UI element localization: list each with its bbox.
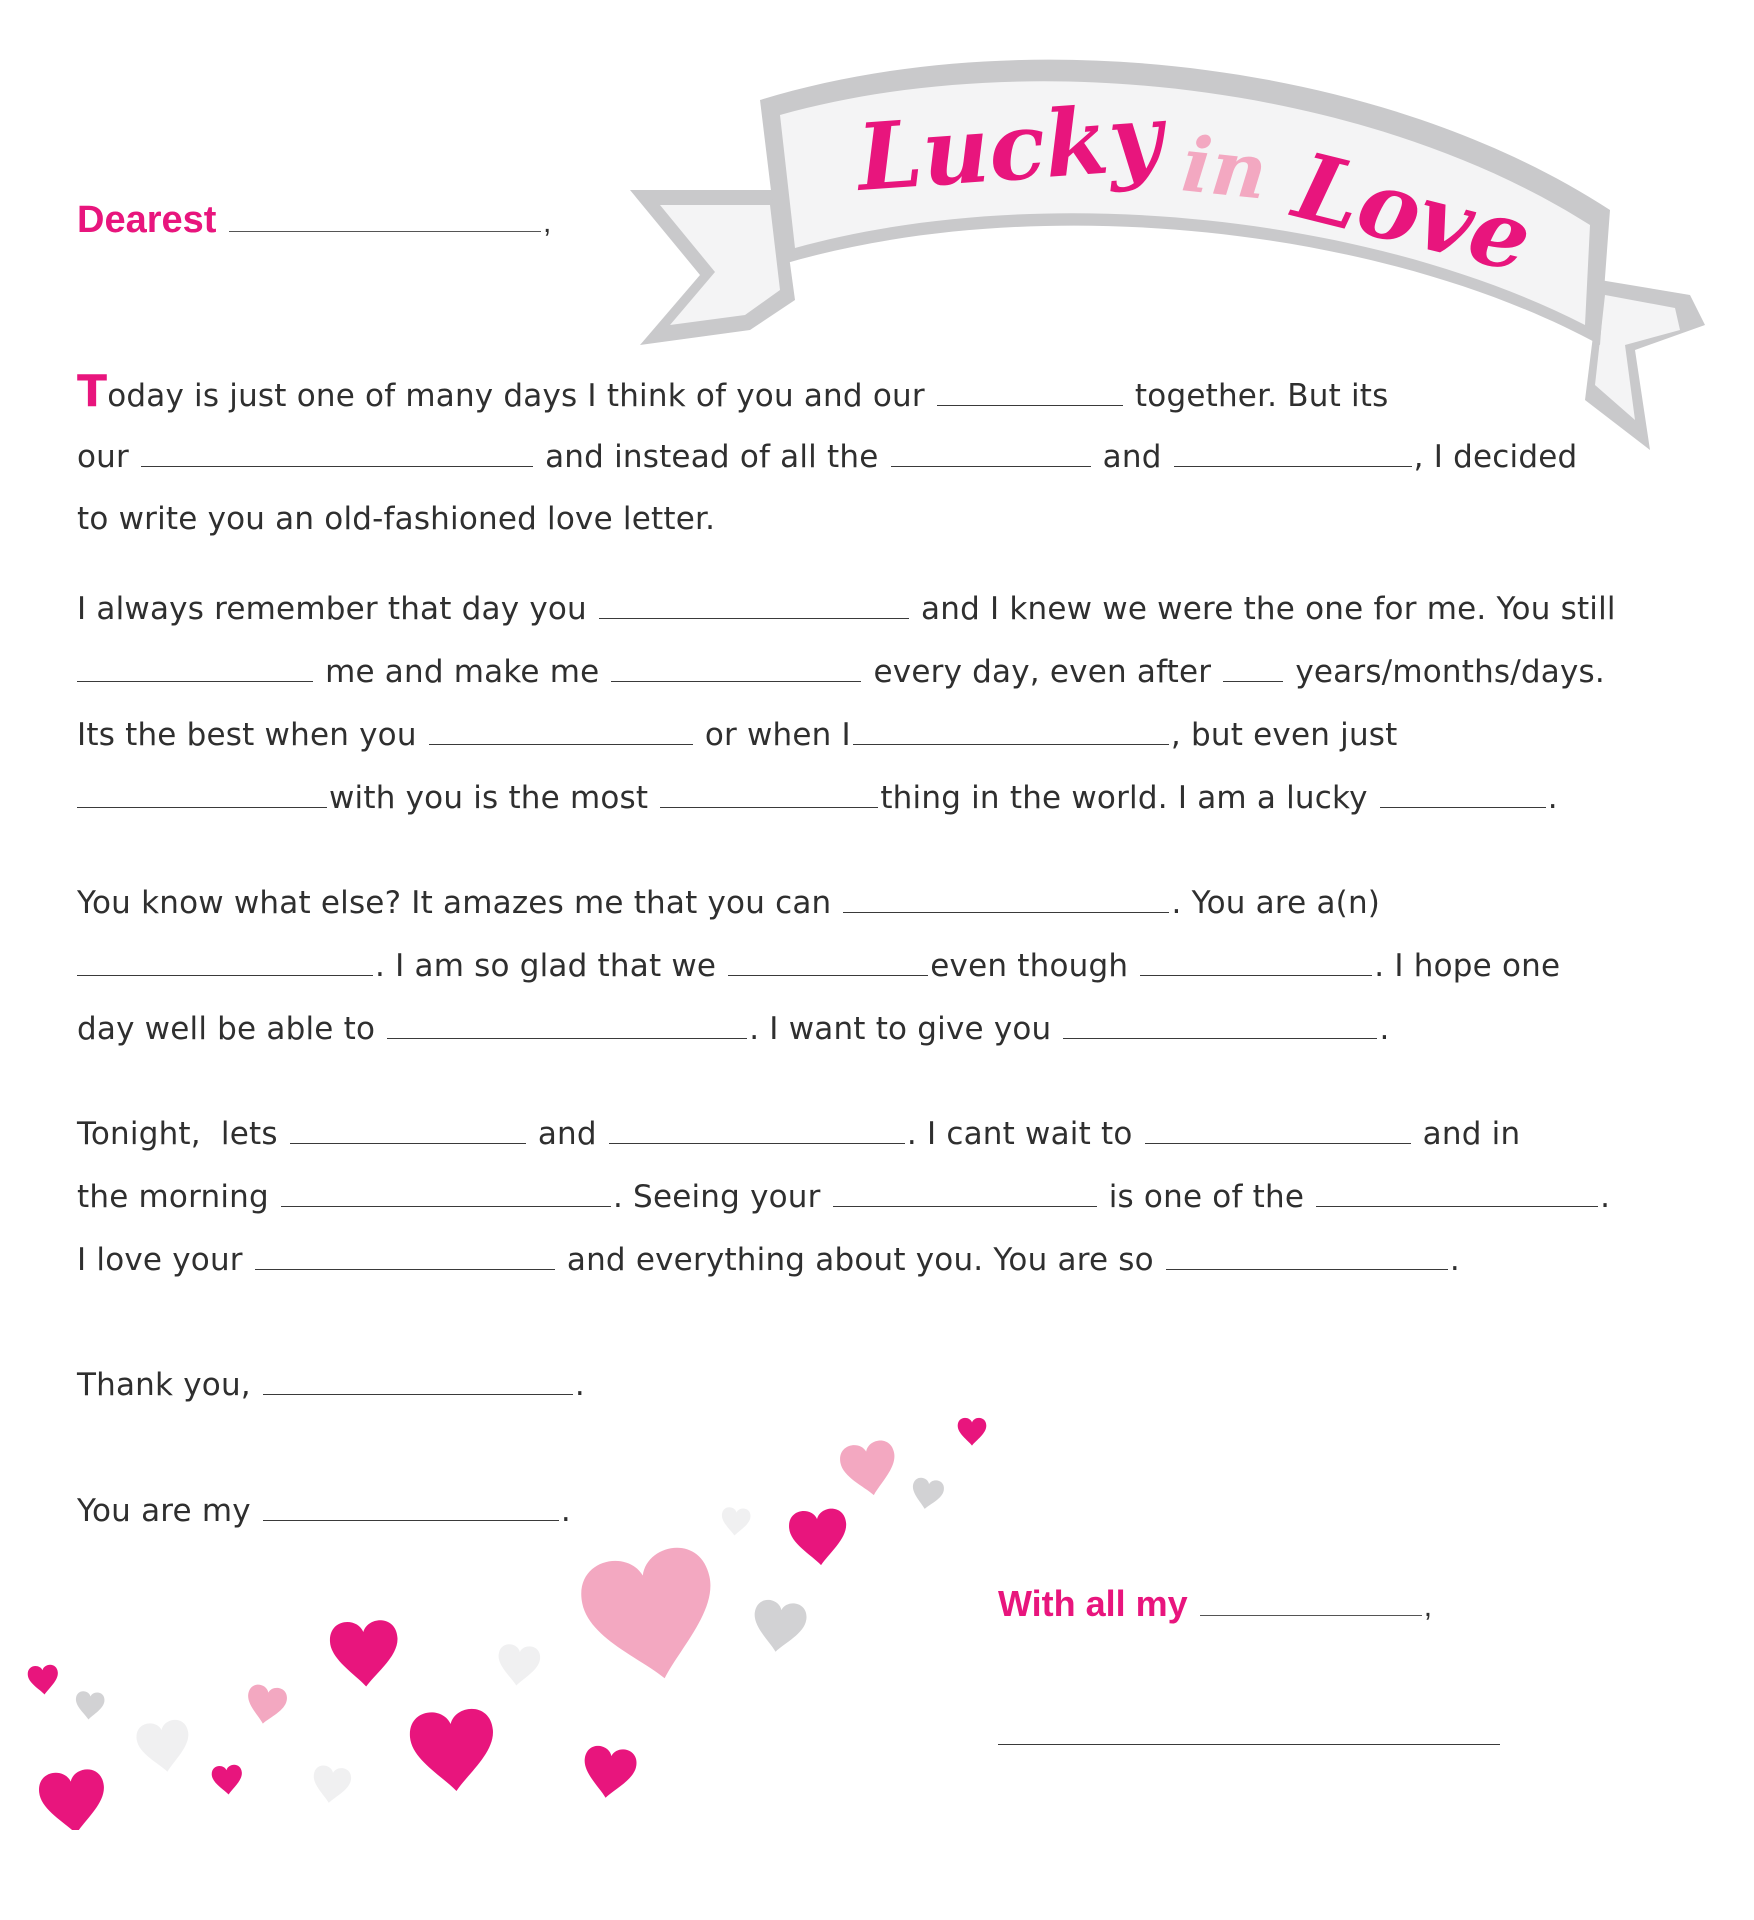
heart-icon <box>496 1643 542 1687</box>
blank-recipient[interactable] <box>229 199 541 232</box>
p4-line-2: the morning . Seeing your is one of the . <box>77 1176 1610 1216</box>
blank[interactable] <box>290 1113 526 1144</box>
salutation-comma: , <box>542 206 552 239</box>
p4-line-3: I love your and everything about you. You are so . <box>77 1239 1460 1279</box>
heart-icon <box>310 1764 352 1805</box>
blank[interactable] <box>833 1176 1097 1207</box>
blank[interactable] <box>1380 777 1546 808</box>
heart-icon <box>135 1718 194 1775</box>
blank-closing[interactable] <box>1200 1585 1422 1616</box>
blank[interactable] <box>611 651 861 682</box>
closing: With all my , <box>998 1583 1433 1624</box>
blank[interactable] <box>599 588 909 619</box>
heart-icon <box>580 1744 639 1801</box>
blank[interactable] <box>281 1176 611 1207</box>
p2-line-1: I always remember that day you and I knew we were the one for me. You still <box>77 588 1616 628</box>
heart-icon <box>788 1507 850 1567</box>
blank[interactable] <box>1145 1113 1411 1144</box>
p2-line-4: with you is the most thing in the world. I am a lucky . <box>77 777 1558 817</box>
heart-icon <box>211 1764 244 1796</box>
p3-line-1: You know what else? It amazes me that you can . You are a(n) <box>77 882 1380 922</box>
thank-you-line: Thank you, . <box>77 1364 585 1404</box>
p4-line-1: Tonight, lets and . I cant wait to and in <box>77 1113 1520 1153</box>
blank[interactable] <box>77 945 373 976</box>
dropcap: T <box>77 366 108 417</box>
blank[interactable] <box>1166 1239 1448 1270</box>
heart-icon <box>329 1619 400 1688</box>
blank[interactable] <box>77 777 327 808</box>
heart-icon <box>74 1691 105 1721</box>
lucky-in-love-banner <box>600 40 1720 480</box>
closing-label: With all my <box>998 1583 1188 1624</box>
heart-icon <box>37 1768 108 1830</box>
blank[interactable] <box>1140 945 1372 976</box>
blank[interactable] <box>843 882 1169 913</box>
blank[interactable] <box>77 651 313 682</box>
banner-word-love: Love <box>1284 131 1542 294</box>
blank[interactable] <box>937 375 1123 406</box>
blank[interactable] <box>387 1008 747 1039</box>
heart-icon <box>408 1707 498 1795</box>
salutation <box>77 198 551 242</box>
heart-icon <box>909 1476 945 1511</box>
banner-word-lucky: Lucky <box>854 82 1166 212</box>
blank[interactable] <box>429 714 693 745</box>
blank[interactable] <box>255 1239 555 1270</box>
blank[interactable] <box>891 436 1091 467</box>
heart-icon <box>958 1418 987 1446</box>
p3-line-2: . I am so glad that we even though . I hope one <box>77 945 1560 985</box>
p2-line-3: Its the best when you or when I , but even just <box>77 714 1398 754</box>
heart-icon <box>575 1542 728 1692</box>
heart-icon <box>244 1683 289 1727</box>
blank[interactable] <box>141 436 533 467</box>
heart-icon <box>838 1438 901 1500</box>
blank[interactable] <box>609 1113 905 1144</box>
blank[interactable] <box>728 945 928 976</box>
blank[interactable] <box>1174 436 1412 467</box>
blank[interactable] <box>1223 651 1283 682</box>
p2-line-2: me and make me every day, even after years/months/days. <box>77 651 1605 691</box>
heart-icon <box>27 1664 60 1696</box>
blank[interactable] <box>853 714 1169 745</box>
p1-line-2: our and instead of all the and , I decided <box>77 436 1577 476</box>
heart-icon <box>720 1507 751 1537</box>
heart-icon <box>750 1598 809 1655</box>
p1-line-3: to write you an old-fashioned love letter. <box>77 501 716 537</box>
salutation-label: Dearest <box>77 199 217 241</box>
blank[interactable] <box>660 777 878 808</box>
banner-word-in: in <box>1178 119 1272 217</box>
blank[interactable] <box>1063 1008 1377 1039</box>
p3-line-3: day well be able to . I want to give you . <box>77 1008 1390 1048</box>
hearts-decoration <box>0 1390 1100 1830</box>
blank[interactable] <box>1316 1176 1598 1207</box>
p1-line-1: Today is just one of many days I think of you and our together. But its <box>77 366 1389 417</box>
you-are-my-line: You are my . <box>77 1490 571 1530</box>
